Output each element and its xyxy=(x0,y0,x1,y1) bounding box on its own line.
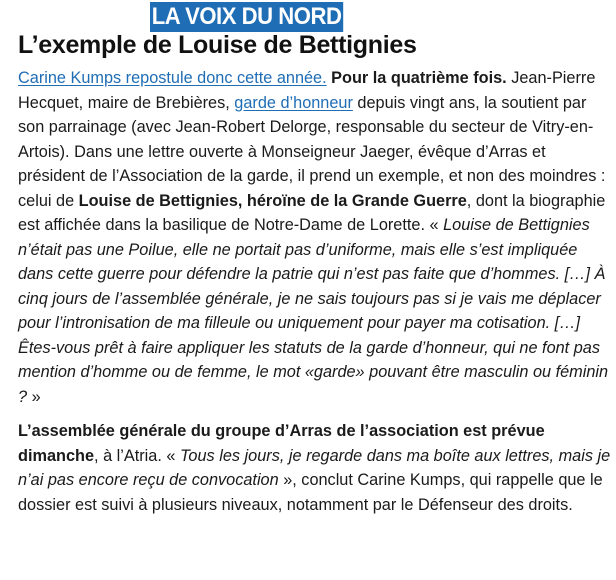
text-segment: Jean-Pierre Hecquet, maire de Brebières, xyxy=(18,69,596,112)
link-garde-honneur[interactable]: garde d’honneur xyxy=(234,93,353,112)
article-title: L’exemple de Louise de Bettignies xyxy=(18,31,417,59)
text-segment: », conclut Carine Kumps, qui rappelle que le dossier est suivi à plusieurs niveaux, notamment par le Défenseur des droits. xyxy=(18,471,603,514)
quote-kumps: Tous les jours, je regarde dans ma boîte aux lettres, mais je n’ai pas encore reçu de convocation xyxy=(18,446,611,489)
text-segment: » xyxy=(27,387,41,406)
link-candidacy[interactable]: Carine Kumps repostule donc cette année. xyxy=(18,69,327,87)
article-body xyxy=(18,66,612,527)
text-segment: , dont la biographie est affichée dans la basilique de Notre-Dame de Lorette. « xyxy=(18,191,606,234)
quote-letter: Louise de Bettignies n’était pas une Poilue, elle ne portait pas d’uniforme, mais elle s’est impliquée dans cette guerre pour défendre la patrie qui n’est pas faite que d’hommes. […] À cinq jours de l’assemblée générale, je ne sais toujours pas si je vais me déplacer pour l’intronisation de ma filleule ou uniquement pour payer ma cotisation. […] Êtes-vous prêt à faire appliquer les statuts de la garde d’honneur, qui ne font pas mention d’homme ou de femme, le mot «garde» pouvant être masculin ou féminin ? xyxy=(18,216,609,406)
text-segment: , à l’Atria. « xyxy=(94,446,180,465)
paragraph-2 xyxy=(18,419,612,517)
text-fourth-time: Pour la quatrième fois. xyxy=(326,69,507,87)
newspaper-logo[interactable] xyxy=(150,2,343,32)
newspaper-logo-text: LA VOIX DU NORD xyxy=(151,3,342,30)
text-louise-bettignies: Louise de Bettignies, héroïne de la Grande Guerre xyxy=(78,191,467,210)
text-segment: depuis vingt ans, la soutient par son parrainage (avec Jean-Robert Delorge, responsable du secteur de Vitry-en-Artois). Dans une lettre ouverte à Monseigneur Jaeger, évêque d’Arras et président de l’Association de la garde, il prend un exemple, et non des moindres : celui de xyxy=(18,93,606,210)
text-assembly: L’assemblée générale du groupe d’Arras de l’association est prévue dimanche xyxy=(18,422,545,465)
paragraph-1 xyxy=(18,66,612,409)
